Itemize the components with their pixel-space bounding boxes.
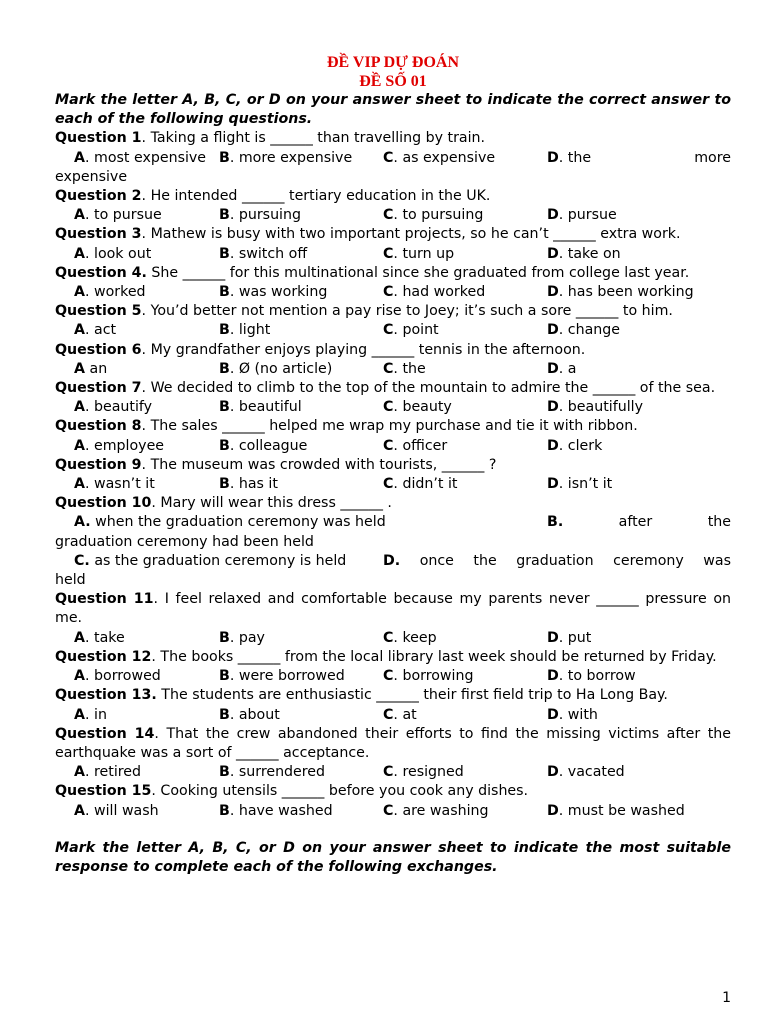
option-c[interactable] (383, 802, 547, 821)
options-row (55, 802, 731, 821)
option-letter: A (74, 149, 85, 166)
option-text: once the graduation ceremony was (400, 552, 731, 569)
option-d[interactable] (547, 475, 731, 494)
option-a[interactable] (55, 763, 219, 782)
question-label: Question 7 (55, 380, 142, 397)
option-letter: D (547, 322, 559, 339)
option-text: when the graduation ceremony was held (90, 514, 386, 531)
option-letter: D (547, 629, 559, 646)
option-text: as the graduation ceremony is held (89, 552, 347, 569)
option-c[interactable] (383, 706, 547, 725)
question-text: . The museum was crowded with tourists, ______ ? (141, 456, 497, 473)
option-letter: A (74, 764, 85, 781)
option-text: . point (393, 322, 439, 339)
option-text: . isn’t it (558, 476, 613, 493)
option-d[interactable] (547, 321, 731, 340)
question-7 (55, 379, 731, 417)
option-a[interactable] (55, 149, 219, 168)
option-text: . officer (393, 437, 448, 454)
option-c[interactable] (383, 245, 547, 264)
option-letter: B (219, 668, 230, 685)
option-letter: D. (383, 552, 401, 569)
option-letter: C (383, 149, 394, 166)
option-text: . take (84, 629, 125, 646)
option-b[interactable] (219, 802, 383, 821)
options-row (55, 706, 731, 725)
question-9 (55, 456, 731, 494)
option-text: . change (558, 322, 621, 339)
option-letter: D (547, 437, 559, 454)
option-letter: D (547, 360, 559, 377)
option-letter: B (219, 207, 230, 224)
option-d-continuation: expensive (55, 168, 128, 185)
option-b[interactable] (219, 245, 383, 264)
options-row (55, 437, 731, 456)
option-letter: A (74, 802, 85, 819)
option-text: an (84, 360, 108, 377)
option-letter: C (383, 322, 394, 339)
option-letter: A (74, 668, 85, 685)
question-text: . We decided to climb to the top of the mountain to admire the ______ of the sea. (141, 380, 716, 397)
option-letter: B (219, 629, 230, 646)
option-b[interactable] (219, 321, 383, 340)
option-letter: C (383, 207, 394, 224)
option-letter: D (547, 149, 559, 166)
option-text: . beautify (84, 399, 153, 416)
page-content (55, 53, 731, 877)
option-letter: D (547, 476, 559, 493)
question-11 (55, 590, 731, 648)
option-text: . to borrow (558, 668, 636, 685)
option-letter: C (383, 668, 394, 685)
option-b[interactable] (219, 629, 383, 648)
option-a[interactable] (55, 437, 219, 456)
option-text: . the (393, 360, 426, 377)
option-letter: A (74, 284, 85, 301)
question-14 (55, 725, 731, 783)
question-text: . Taking a flight is ______ than travelling by train. (141, 130, 486, 147)
question-label: Question 6 (55, 341, 142, 358)
option-text: . pursue (558, 207, 617, 224)
option-text: . borrowed (84, 668, 161, 685)
option-letter: B (219, 764, 230, 781)
option-letter: A. (74, 514, 91, 531)
option-b[interactable] (219, 667, 383, 686)
question-label: Question 8 (55, 418, 142, 435)
option-text: . clerk (558, 437, 603, 454)
option-b[interactable] (219, 283, 383, 302)
options-row (55, 475, 731, 494)
option-letter: A (74, 437, 85, 454)
option-a[interactable] (55, 206, 219, 225)
option-letter: B (219, 399, 230, 416)
option-d[interactable] (547, 245, 731, 264)
option-letter: A (74, 245, 85, 262)
option-c[interactable] (383, 283, 547, 302)
question-stem (55, 417, 731, 436)
options-row (55, 629, 731, 648)
question-label: Question 13. (55, 687, 157, 704)
option-text: . didn’t it (393, 476, 458, 493)
question-label: Question 2 (55, 188, 142, 205)
option-text: . were borrowed (229, 668, 345, 685)
option-c[interactable] (55, 552, 383, 571)
question-text: The students are enthusiastic ______ their first field trip to Ha Long Bay. (156, 687, 668, 704)
option-c[interactable] (383, 398, 547, 417)
option-c[interactable] (383, 206, 547, 225)
option-a[interactable] (55, 398, 219, 417)
option-text: the (707, 514, 731, 531)
question-stem (55, 302, 731, 321)
option-c[interactable] (383, 149, 547, 168)
question-4 (55, 264, 731, 302)
option-letter: C. (74, 552, 90, 569)
option-text: . will wash (84, 802, 159, 819)
option-text: . vacated (558, 764, 625, 781)
question-text: . Mathew is busy with two important projects, so he can’t ______ extra work. (141, 226, 681, 243)
page-number: 1 (722, 990, 731, 1006)
options-row (55, 398, 731, 417)
option-letter: B. (547, 514, 564, 531)
exam-title: ĐỀ VIP DỰ ĐOÁN (326, 54, 459, 71)
option-text: . beautiful (229, 399, 302, 416)
option-letter: D (547, 668, 559, 685)
question-text: . My grandfather enjoys playing ______ tennis in the afternoon. (141, 341, 586, 358)
question-3 (55, 225, 731, 263)
option-d[interactable] (547, 206, 731, 225)
options-row (55, 149, 731, 168)
option-text: . as expensive (393, 149, 496, 166)
option-d[interactable] (547, 667, 731, 686)
option-letter: D (547, 207, 559, 224)
option-letter: D (547, 764, 559, 781)
option-text: . put (558, 629, 592, 646)
option-letter: C (383, 764, 394, 781)
option-text: . take on (558, 245, 621, 262)
option-text: . keep (393, 629, 437, 646)
option-d[interactable] (547, 398, 731, 417)
option-c[interactable] (383, 763, 547, 782)
option-text: . beauty (393, 399, 452, 416)
option-text: . was working (229, 284, 328, 301)
option-letter: C (383, 802, 394, 819)
option-letter: C (383, 706, 394, 723)
options-row (55, 552, 731, 571)
question-10 (55, 494, 731, 590)
question-label: Question 12 (55, 648, 152, 665)
option-letter: C (383, 245, 394, 262)
question-stem (55, 782, 731, 801)
option-text: . are washing (393, 802, 489, 819)
option-text: . in (84, 706, 107, 723)
option-letter: A (74, 706, 85, 723)
section-instruction-2: Mark the letter A, B, C, or D on your answer sheet to indicate the most suitable response to complete each of the following exchanges. (55, 839, 731, 875)
question-label: Question 5 (55, 303, 142, 320)
question-stem (55, 225, 731, 244)
option-d[interactable] (547, 802, 731, 821)
option-letter: C (383, 360, 394, 377)
option-d-continuation: held (55, 572, 86, 589)
option-text: . look out (84, 245, 152, 262)
option-text: . the (558, 149, 592, 166)
option-d[interactable] (547, 149, 731, 168)
option-text: . employee (84, 437, 165, 454)
option-c[interactable] (383, 629, 547, 648)
option-d[interactable] (547, 706, 731, 725)
option-text: . pursuing (229, 207, 302, 224)
option-text: . to pursuing (393, 207, 484, 224)
option-a[interactable] (55, 629, 219, 648)
option-d[interactable] (547, 437, 731, 456)
option-letter: B (219, 437, 230, 454)
options-row (55, 360, 731, 379)
question-stem (55, 494, 731, 513)
option-b-continuation: graduation ceremony had been held (55, 533, 314, 550)
question-stem (55, 187, 731, 206)
question-8 (55, 417, 731, 455)
question-text: She ______ for this multinational since she graduated from college last year. (146, 264, 690, 281)
question-label: Question 1 (55, 130, 142, 147)
question-stem (55, 725, 731, 763)
option-text: . worked (84, 284, 146, 301)
option-d[interactable] (547, 360, 731, 379)
option-letter: D (547, 284, 559, 301)
option-text: . about (229, 706, 280, 723)
option-text: . wasn’t it (84, 476, 155, 493)
option-a[interactable] (55, 513, 547, 532)
question-label: Question 3 (55, 226, 142, 243)
question-12 (55, 648, 731, 686)
option-text: . more expensive (229, 149, 353, 166)
option-text: . to pursue (84, 207, 162, 224)
option-c[interactable] (383, 321, 547, 340)
option-text: . a (558, 360, 577, 377)
option-letter: B (219, 360, 230, 377)
option-letter: D (547, 399, 559, 416)
question-stem (55, 129, 731, 148)
question-stem (55, 648, 731, 667)
options-row (55, 513, 731, 532)
option-letter: D (547, 706, 559, 723)
options-row (55, 763, 731, 782)
option-text: . beautifully (558, 399, 643, 416)
question-label: Question 4. (55, 264, 147, 281)
question-6 (55, 341, 731, 379)
question-text: . You’d better not mention a pay rise to Joey; it’s such a sore ______ to him. (141, 303, 673, 320)
option-text: . has it (229, 476, 278, 493)
option-c[interactable] (383, 360, 547, 379)
option-text: . has been working (558, 284, 694, 301)
option-text: . most expensive (84, 149, 207, 166)
options-row (55, 245, 731, 264)
option-d[interactable] (383, 552, 731, 571)
option-letter: A (74, 322, 85, 339)
question-5 (55, 302, 731, 340)
question-text: . The books ______ from the local library last week should be returned by Friday. (151, 648, 717, 665)
option-a[interactable] (55, 360, 219, 379)
option-letter: B (219, 149, 230, 166)
option-letter: D (547, 802, 559, 819)
option-text: . pay (229, 629, 265, 646)
option-text: . turn up (393, 245, 455, 262)
question-text: . The sales ______ helped me wrap my purchase and tie it with ribbon. (141, 418, 638, 435)
option-a[interactable] (55, 283, 219, 302)
option-text: . resigned (393, 764, 464, 781)
option-letter: B (219, 322, 230, 339)
options-row (55, 283, 731, 302)
question-stem (55, 341, 731, 360)
option-d[interactable] (547, 763, 731, 782)
question-stem (55, 264, 731, 283)
option-text: . colleague (229, 437, 308, 454)
option-a[interactable] (55, 802, 219, 821)
option-b[interactable] (219, 437, 383, 456)
option-a[interactable] (55, 706, 219, 725)
option-text: . have washed (229, 802, 333, 819)
option-text: . Ø (no article) (229, 360, 333, 377)
question-text: . Cooking utensils ______ before you cook any dishes. (151, 783, 529, 800)
option-text: more (694, 149, 731, 166)
question-label: Question 15 (55, 783, 152, 800)
question-text: . He intended ______ tertiary education in the UK. (141, 188, 491, 205)
option-letter: C (383, 399, 394, 416)
question-1 (55, 129, 731, 187)
question-text: . Mary will wear this dress ______ . (151, 495, 392, 512)
option-text: . act (84, 322, 117, 339)
option-letter: A (74, 360, 85, 377)
option-text: . borrowing (393, 668, 474, 685)
question-label: Question 10 (55, 495, 152, 512)
question-stem (55, 590, 731, 628)
options-row (55, 206, 731, 225)
question-2 (55, 187, 731, 225)
option-text: . at (393, 706, 417, 723)
option-letter: C (383, 476, 394, 493)
option-d[interactable] (547, 283, 731, 302)
question-stem (55, 456, 731, 475)
option-letter: C (383, 437, 394, 454)
option-letter: A (74, 399, 85, 416)
option-letter: B (219, 706, 230, 723)
question-stem (55, 686, 731, 705)
option-text: . light (229, 322, 271, 339)
option-c[interactable] (383, 667, 547, 686)
option-text: . surrendered (229, 764, 326, 781)
question-text: . I feel relaxed and comfortable because my parents never ______ pressure on me. (55, 591, 731, 627)
option-a[interactable] (55, 321, 219, 340)
exam-subtitle: ĐỀ SỐ 01 (359, 73, 427, 90)
question-label: Question 14 (55, 725, 155, 742)
option-text: . had worked (393, 284, 486, 301)
option-b[interactable] (219, 206, 383, 225)
option-letter: C (383, 284, 394, 301)
option-b[interactable] (219, 398, 383, 417)
option-d[interactable] (547, 629, 731, 648)
question-15 (55, 782, 731, 820)
option-letter: B (219, 476, 230, 493)
option-text: after (618, 514, 653, 531)
option-b[interactable] (219, 475, 383, 494)
option-text: . with (558, 706, 598, 723)
option-letter: D (547, 245, 559, 262)
option-a[interactable] (55, 245, 219, 264)
option-letter: A (74, 629, 85, 646)
option-text: . retired (84, 764, 142, 781)
option-b[interactable] (219, 706, 383, 725)
options-row (55, 667, 731, 686)
option-text: . must be washed (558, 802, 685, 819)
question-label: Question 11 (55, 591, 154, 608)
option-c[interactable] (383, 475, 547, 494)
option-c[interactable] (383, 437, 547, 456)
option-letter: B (219, 245, 230, 262)
option-letter: B (219, 284, 230, 301)
section-instruction: Mark the letter A, B, C, or D on your answer sheet to indicate the correct answer to each of the following questions. (55, 92, 731, 128)
option-b[interactable] (547, 513, 731, 532)
option-letter: C (383, 629, 394, 646)
question-label: Question 9 (55, 456, 142, 473)
question-text: . That the crew abandoned their efforts to find the missing victims after the earthquake was a sort of ______ acceptance. (55, 725, 731, 761)
option-letter: A (74, 207, 85, 224)
question-13 (55, 686, 731, 724)
option-b[interactable] (219, 149, 383, 168)
option-text: . switch off (229, 245, 308, 262)
option-b[interactable] (219, 360, 383, 379)
option-a[interactable] (55, 475, 219, 494)
question-stem (55, 379, 731, 398)
option-letter: B (219, 802, 230, 819)
options-row (55, 321, 731, 340)
option-a[interactable] (55, 667, 219, 686)
option-b[interactable] (219, 763, 383, 782)
option-letter: A (74, 476, 85, 493)
